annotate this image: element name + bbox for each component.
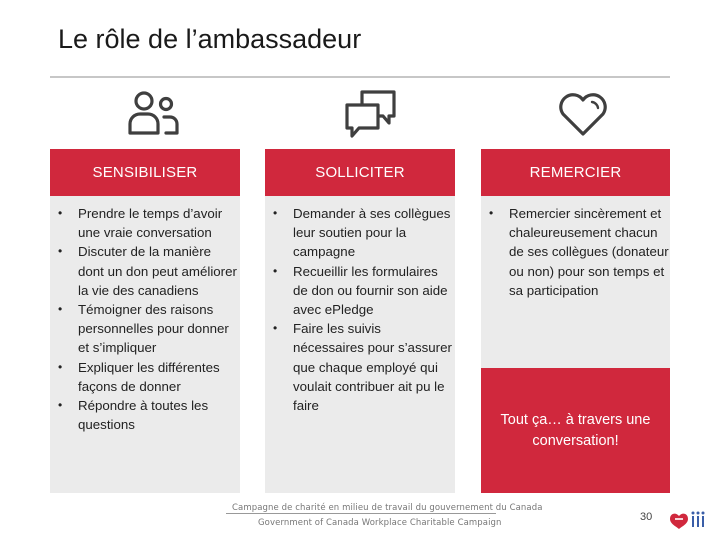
list-item: • Expliquer les différentes façons de donner	[50, 358, 240, 396]
list-item: • Recueillir les formulaires de don ou fournir son aide avec ePledge	[265, 262, 455, 320]
list-item: • Prendre le temps d’avoir une vraie conversation	[50, 204, 240, 242]
panel-remercier	[481, 196, 670, 368]
bullet-list-remercier	[481, 196, 670, 300]
list-item: • Remercier sincèrement et chaleureusement chacun de ses collègues (donateur ou non) pour son temps et sa participation	[481, 204, 670, 300]
footer-french: Campagne de charité en milieu de travail du gouvernement du Canada	[232, 503, 543, 513]
header-solliciter: SOLLICITER	[265, 149, 455, 196]
list-item: • Discuter de la manière dont un don peut améliorer la vie des canadiens	[50, 242, 240, 300]
header-remercier: REMERCIER	[481, 149, 670, 196]
campaign-logo-icon	[666, 508, 710, 535]
list-item: • Demander à ses collègues leur soutien pour la campagne	[265, 204, 455, 262]
footer-divider	[226, 513, 496, 514]
list-item: • Témoigner des raisons personnelles pour donner et s’impliquer	[50, 300, 240, 358]
conversation-callout: Tout ça… à travers une conversation!	[481, 368, 670, 493]
header-sensibiliser: SENSIBILISER	[50, 149, 240, 196]
panel-solliciter	[265, 196, 455, 493]
footer-english: Government of Canada Workplace Charitable Campaign	[258, 518, 502, 528]
list-item: • Répondre à toutes les questions	[50, 396, 240, 434]
people-icon	[125, 89, 181, 137]
heart-icon	[555, 90, 611, 138]
chat-bubbles-icon	[344, 89, 398, 139]
bullet-list-solliciter	[265, 196, 455, 415]
list-item: • Faire les suivis nécessaires pour s’assurer que chaque employé qui voulait contribuer ait pu le faire	[265, 319, 455, 415]
bullet-list-sensibiliser	[50, 196, 240, 434]
panel-sensibiliser	[50, 196, 240, 493]
page-number: 30	[640, 511, 653, 523]
slide-title: Le rôle de l’ambassadeur	[58, 24, 362, 54]
title-divider	[50, 76, 670, 78]
